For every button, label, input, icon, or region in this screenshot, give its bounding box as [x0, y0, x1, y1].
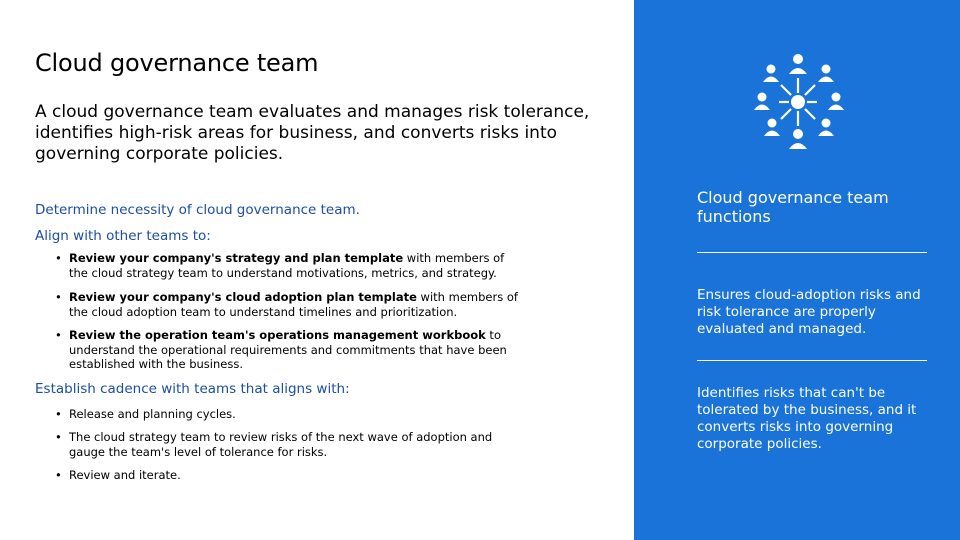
align-bullet-1: • Review your company's strategy and plan template with members of the cloud strategy team to understand motivations, metrics, and strategy. — [55, 251, 505, 280]
function-2: Identifies risks that can't be tolerated by the business, and it converts risks into governing corporate policies. — [697, 385, 917, 452]
cadence-bullet-1: • Release and planning cycles. — [55, 407, 236, 421]
align-bullet-2: • Review your company's cloud adoption plan template with members of the cloud adoption team to understand timelines and prioritization. — [55, 290, 518, 319]
team-network-icon — [749, 50, 849, 150]
operations-workbook-link-text: Review the operation team's operations management workbook — [69, 328, 486, 342]
necessity-heading: Determine necessity of cloud governance team. — [35, 202, 360, 218]
functions-panel — [634, 0, 960, 540]
divider — [697, 252, 927, 253]
strategy-template-link-text: Review your company's strategy and plan template — [69, 251, 404, 265]
cadence-heading: Establish cadence with teams that aligns with: — [35, 381, 350, 397]
align-heading: Align with other teams to: — [35, 228, 211, 244]
bullet-dot: • — [55, 290, 62, 304]
bullet-dot: • — [55, 468, 62, 482]
bullet-dot: • — [55, 407, 62, 421]
adoption-template-link-text: Review your company's cloud adoption plan template — [69, 290, 417, 304]
cadence-bullet-3: • Review and iterate. — [55, 468, 181, 482]
bullet-dot: • — [55, 328, 62, 342]
function-1: Ensures cloud-adoption risks and risk tolerance are properly evaluated and managed. — [697, 287, 921, 337]
page-title: Cloud governance team — [35, 49, 319, 77]
bullet-dot: • — [55, 430, 62, 444]
panel-title: Cloud governance team functions — [697, 188, 889, 226]
divider — [697, 360, 927, 361]
intro-paragraph: A cloud governance team evaluates and manages risk tolerance, identifies high-risk areas for business, and converts risks into governing corporate policies. — [35, 102, 590, 164]
align-bullet-3: • Review the operation team's operations management workbook to understand the operational requirements and commitments that have been established with the business. — [55, 328, 507, 371]
cadence-bullet-2: • The cloud strategy team to review risks of the next wave of adoption and gauge the team's level of tolerance for risks. — [55, 430, 493, 459]
bullet-dot: • — [55, 251, 62, 265]
